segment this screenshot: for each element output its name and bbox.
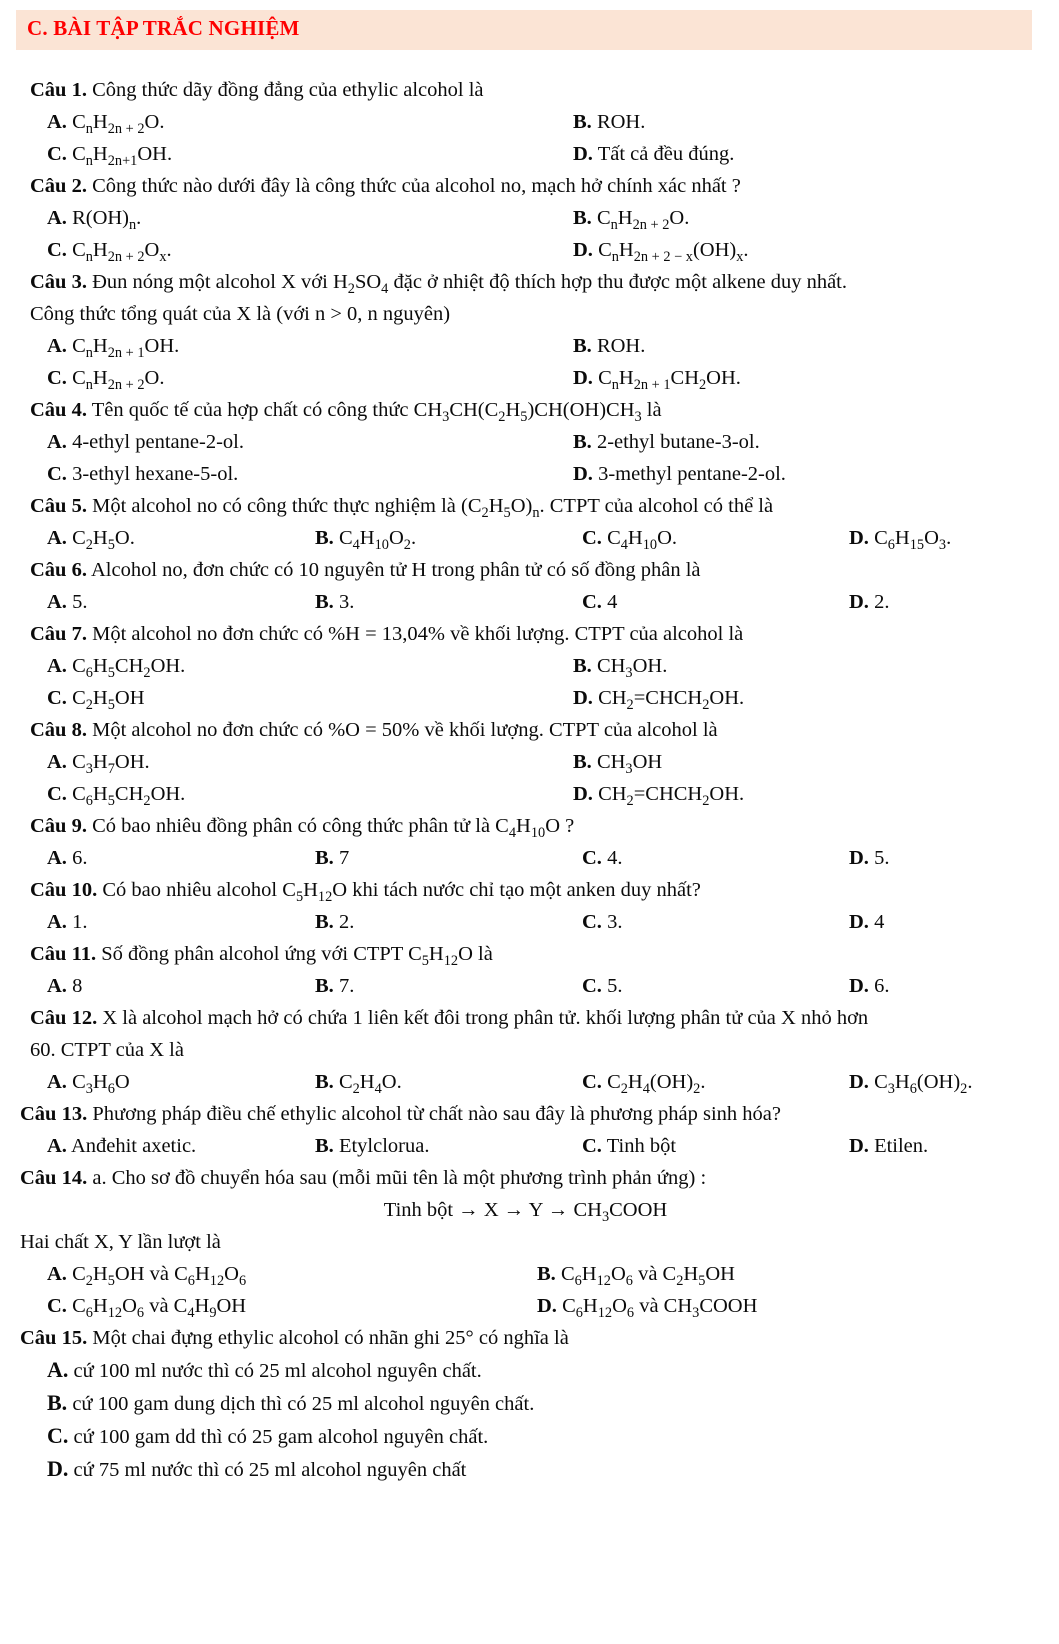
options-row [30,202,1031,234]
question-text: Một alcohol no đơn chức có %O = 50% về khối lượng. CTPT của alcohol là [92,719,718,741]
option-letter: B. [315,911,334,933]
option-text: 5. [874,847,890,869]
option-letter: A. [47,847,67,869]
question-number: Câu 6. [30,559,87,581]
question-line [30,394,1031,426]
option-letter: A. [47,975,67,997]
option-C [47,458,573,490]
option-letter: C. [47,463,67,485]
options-row [30,970,1031,1002]
option-letter: D. [849,1071,869,1093]
option-text: $C_6H_{12}O_6$ và $C_4H_9OH$ [72,1295,247,1322]
questions-list [20,74,1031,1486]
question-text: Alcohol no, đơn chức có 10 nguyên tử H trong phân tử có số đồng phân là [90,559,701,581]
option-text: $C_nH_{2n+1}OH$. [72,143,173,170]
question-text: Công thức nào dưới đây là công thức của alcohol no, mạch hở chính xác nhất ? [92,175,741,197]
option-text: $C_6H_{12}O_6$ và $CH_3COOH$ [562,1295,758,1322]
question-number: Câu 4. [30,399,87,421]
option-letter: B. [315,847,334,869]
option-C [47,362,573,394]
option-text: ROH. [596,111,646,133]
options-row [30,778,1031,810]
option-letter: B. [315,1071,334,1093]
option-text: $C_2H_4(OH)_2$. [607,1071,706,1098]
option-C [47,1290,537,1322]
option-text: $C_2H_5OH$ [72,687,145,714]
option-text: $CH_2=CHCH_2OH$. [598,687,745,714]
options-row [20,1130,1031,1162]
option-text: 7. [338,975,355,997]
options-row [20,1387,1031,1420]
option-text: $CH_3OH$. [596,655,668,682]
option-B [315,1066,582,1098]
question-line [20,1098,1031,1130]
option-letter: B. [573,751,592,773]
option-B [315,522,582,554]
option-A [47,106,573,138]
option-A [47,970,315,1002]
option-letter: A. [47,335,67,357]
question-number: Câu 10. [30,879,98,901]
option-letter: D. [573,687,593,709]
option-B [315,586,582,618]
question-number: Câu 2. [30,175,87,197]
question-number: Câu 8. [30,719,87,741]
option-text: $C_nH_{2n + 2 - x}(OH)_x$. [598,239,749,266]
option-letter: D. [849,911,869,933]
question-number: Câu 1. [30,79,87,101]
question-text: Công thức dãy đồng đẳng của ethylic alcohol là [92,79,484,101]
option-B [315,842,582,874]
option-C [582,842,849,874]
option-B [537,1258,1031,1290]
option-A [47,906,315,938]
options-row [30,106,1031,138]
option-B [315,970,582,1002]
option-A [47,1258,537,1290]
option-letter: A. [47,591,67,613]
options-row [30,1066,1031,1098]
option-text: $CH_3OH$ [596,751,663,778]
option-C [47,682,573,714]
option-D [573,778,1031,810]
option-D [849,586,1031,618]
question-line [30,618,1031,650]
option-D [573,138,1031,170]
option-letter: D. [849,847,869,869]
option-C [582,1130,849,1162]
option-A [47,1066,315,1098]
option-letter: D. [849,527,869,549]
option-letter: D. [537,1295,557,1317]
question-14 [20,1162,1031,1322]
option-letter: B. [315,1135,334,1157]
options-row [30,458,1031,490]
options-row [30,650,1031,682]
question-line [30,938,1031,970]
options-row [30,746,1031,778]
options-row [30,842,1031,874]
question-6 [30,554,1031,618]
question-2 [30,170,1031,266]
option-letter: A. [47,527,67,549]
options-row [30,522,1031,554]
option-text: $C_nH_{2n + 2}O$. [596,207,690,234]
option-text: $C_6H_{15}O_3$. [874,527,952,554]
question-line [30,714,1031,746]
options-row [30,906,1031,938]
option-text: $C_3H_6(OH)_2$. [874,1071,973,1098]
question-line [30,74,1031,106]
option-text: 2. [874,591,890,613]
question-9 [30,810,1031,874]
option-text: 4 [874,911,885,933]
question-3 [30,266,1031,394]
option-letter: C. [47,783,67,805]
option-text: 1. [72,911,88,933]
option-text: $C_3H_7OH$. [72,751,150,778]
option-text: 4 [607,591,618,613]
option-text: 3-ethyl hexane-5-ol. [72,463,239,485]
reaction-scheme: Tinh bột → $X \to Y \to CH_3COOH$ [383,1199,668,1226]
option-A [47,202,573,234]
option-letter: A. [47,1357,69,1382]
option-letter: B. [315,527,334,549]
option-D [849,842,1031,874]
option-text: cứ 100 gam dung dịch thì có 25 ml alcohol nguyên chất. [72,1393,535,1415]
option-text: $C_nH_{2n + 2}O$. [72,367,165,394]
option-text: 3. [338,591,355,613]
option-A [47,650,573,682]
option-text: $C_6H_5CH_2OH$. [72,655,186,682]
option-text: $C_6H_{12}O_6$ và $C_2H_5OH$ [560,1263,735,1290]
option-text: Tất cả đều đúng. [597,143,735,165]
option-text: 2. [338,911,355,933]
option-A [47,842,315,874]
option-A [47,426,573,458]
option-letter: A. [47,751,67,773]
option-text: 3-methyl pentane-2-ol. [598,463,786,485]
options-row [30,362,1031,394]
option-letter: C. [47,1295,67,1317]
option-C [582,522,849,554]
option-letter: A. [47,431,67,453]
option-text: $C_2H_5O$. [72,527,135,554]
question-1 [30,74,1031,170]
question-5 [30,490,1031,554]
question-text-continued: Công thức tổng quát của X là (với n > 0, n nguyên) [30,303,451,325]
option-letter: B. [573,207,592,229]
question-line [20,1162,1031,1194]
question-8 [30,714,1031,810]
option-text: cứ 75 ml nước thì có 25 ml alcohol nguyên chất [73,1459,467,1481]
option-text: Etylclorua. [338,1135,430,1157]
option-D [849,906,1031,938]
worksheet-page [0,10,1059,1644]
option-letter: B. [573,655,592,677]
option-D [573,458,1031,490]
option-letter: A. [47,911,67,933]
option-D [849,1066,1031,1098]
option-text: 6. [72,847,88,869]
question-line [20,1322,1031,1354]
option-letter: D. [573,463,593,485]
option-text: cứ 100 gam dd thì có 25 gam alcohol nguyên chất. [73,1426,489,1448]
question-subtext: Hai chất X, Y lần lượt là [20,1231,221,1253]
option-D [849,970,1031,1002]
option-B [315,1130,582,1162]
question-line [30,874,1031,906]
question-line [30,170,1031,202]
option-C [47,778,573,810]
option-letter: C. [582,1135,602,1157]
option-B [573,106,1031,138]
option-A [47,522,315,554]
option-D [849,522,1031,554]
option-text: 4. [607,847,623,869]
option-text: 5. [607,975,623,997]
option-letter: C. [47,687,67,709]
option-D [573,682,1031,714]
option-text: 6. [874,975,890,997]
option-text: Tinh bột [606,1135,677,1157]
option-letter: A. [47,1071,67,1093]
option-D [573,362,1031,394]
question-text: Có bao nhiêu đồng phân có công thức phân tử là $C_4H_{10}O$ ? [92,815,575,842]
option-text: Anđehit axetic. [70,1135,197,1157]
option-D [849,1130,1031,1162]
option-letter: C. [47,367,67,389]
options-row [20,1258,1031,1290]
option-C [47,234,573,266]
option-A [47,586,315,618]
option-letter: B. [315,591,334,613]
option-letter: D. [573,239,593,261]
option-letter: C. [582,1071,602,1093]
option-B [573,650,1031,682]
question-text-continued: 60. CTPT của X là [30,1039,184,1061]
question-line [30,1002,1031,1034]
option-text: $R(OH)_n$. [72,207,142,234]
option-D [47,1453,1031,1486]
option-text: $C_nH_{2n + 2}O_x$. [72,239,172,266]
option-B [573,746,1031,778]
section-header-bar [16,10,1032,50]
option-C [582,906,849,938]
options-row [20,1453,1031,1486]
option-B [573,426,1031,458]
options-row [30,234,1031,266]
option-letter: C. [582,591,602,613]
question-number: Câu 5. [30,495,87,517]
option-text: $C_2H_4O$. [338,1071,402,1098]
option-letter: B. [573,111,592,133]
option-letter: B. [573,335,592,357]
option-D [537,1290,1031,1322]
option-text: 4-ethyl pentane-2-ol. [72,431,244,453]
option-B [573,330,1031,362]
option-text: 5. [72,591,88,613]
question-line [30,554,1031,586]
option-B [47,1387,1031,1420]
option-text: $C_4H_{10}O_2$. [338,527,417,554]
option-letter: D. [849,975,869,997]
option-letter: B. [315,975,334,997]
option-text: Etilen. [874,1135,929,1157]
question-number: Câu 11. [30,943,97,965]
question-10 [30,874,1031,938]
option-text: $C_6H_5CH_2OH$. [72,783,186,810]
question-text: Một alcohol no có công thức thực nghiệm là $(C_2H_5O)_n$. CTPT của alcohol có thể là [92,495,774,522]
question-line [30,266,1031,298]
question-number: Câu 3. [30,271,87,293]
option-text: 3. [607,911,623,933]
options-row [30,682,1031,714]
question-number: Câu 13. [20,1103,88,1125]
option-text: $C_nH_{2n + 1}OH$. [72,335,180,362]
option-B [315,906,582,938]
section-title: C. BÀI TẬP TRẮC NGHIỆM [27,16,300,40]
question-number: Câu 7. [30,623,87,645]
option-text: cứ 100 ml nước thì có 25 ml alcohol nguyên chất. [73,1360,482,1382]
option-C [582,586,849,618]
option-letter: A. [47,1135,67,1157]
question-text: Có bao nhiêu alcohol $C_5H_{12}O$ khi tách nước chỉ tạo một anken duy nhất? [102,879,701,906]
option-letter: A. [47,655,67,677]
question-15 [20,1322,1031,1486]
option-text: $C_nH_{2n + 1}CH_2OH$. [598,367,741,394]
options-row [20,1354,1031,1387]
option-D [573,234,1031,266]
options-row [20,1420,1031,1453]
option-letter: A. [47,111,67,133]
option-letter: B. [537,1263,556,1285]
question-text: Một alcohol no đơn chức có %H = 13,04% về khối lượng. CTPT của alcohol là [92,623,744,645]
question-text: a. Cho sơ đồ chuyển hóa sau (mỗi mũi tên là một phương trình phản ứng) : [92,1167,707,1189]
options-row [30,586,1031,618]
option-text: $C_4H_{10}O$. [607,527,678,554]
option-text: $C_2H_5OH$ và $C_6H_{12}O_6$ [72,1263,247,1290]
option-letter: C. [582,527,602,549]
option-letter: B. [47,1390,68,1415]
option-C [582,1066,849,1098]
question-text: Đun nóng một alcohol X với $H_2SO_4$ đặc ở nhiệt độ thích hợp thu được một alkene duy nhất. [92,271,848,298]
options-row [30,426,1031,458]
question-13 [20,1098,1031,1162]
question-number: Câu 9. [30,815,87,837]
question-4 [30,394,1031,490]
option-letter: D. [573,367,593,389]
question-number: Câu 15. [20,1327,88,1349]
question-text: X là alcohol mạch hở có chứa 1 liên kết đôi trong phân tử. khối lượng phân tử của X nhỏ hơn [102,1007,869,1029]
option-text: $C_nH_{2n + 2}O$. [72,111,165,138]
option-text: 7 [338,847,350,869]
option-C [47,138,573,170]
question-line [30,810,1031,842]
option-letter: D. [849,1135,869,1157]
question-line [30,490,1031,522]
option-B [573,202,1031,234]
options-row [20,1290,1031,1322]
question-number: Câu 14. [20,1167,88,1189]
option-text: ROH. [596,335,646,357]
option-letter: D. [849,591,869,613]
question-text: Phương pháp điều chế ethylic alcohol từ chất nào sau đây là phương pháp sinh hóa? [92,1103,781,1125]
option-text: $C_3H_6O$ [72,1071,130,1098]
option-A [47,1130,315,1162]
options-row [30,138,1031,170]
options-row [30,330,1031,362]
option-letter: D. [47,1456,69,1481]
option-letter: B. [573,431,592,453]
option-text: 2-ethyl butane-3-ol. [596,431,760,453]
option-letter: C. [582,911,602,933]
option-text: 8 [72,975,83,997]
option-letter: C. [47,239,67,261]
option-letter: D. [573,783,593,805]
option-C [47,1420,1031,1453]
option-text: $CH_2=CHCH_2OH$. [598,783,745,810]
option-letter: C. [47,143,67,165]
question-number: Câu 12. [30,1007,98,1029]
option-letter: A. [47,207,67,229]
question-12 [30,1002,1031,1098]
option-letter: D. [573,143,593,165]
option-A [47,746,573,778]
option-letter: A. [47,1263,67,1285]
option-letter: C. [47,1423,69,1448]
question-7 [30,618,1031,714]
option-A [47,1354,1031,1387]
question-text: Số đồng phân alcohol ứng với CTPT $C_5H_{12}O$ là [101,943,493,970]
option-letter: C. [582,975,602,997]
option-letter: C. [582,847,602,869]
option-C [582,970,849,1002]
question-text: Tên quốc tế của hợp chất có công thức $CH_3CH(C_2H_5)CH(OH)CH_3$ là [91,399,662,426]
question-11 [30,938,1031,1002]
option-A [47,330,573,362]
question-text: Một chai đựng ethylic alcohol có nhãn ghi 25° có nghĩa là [92,1327,569,1349]
